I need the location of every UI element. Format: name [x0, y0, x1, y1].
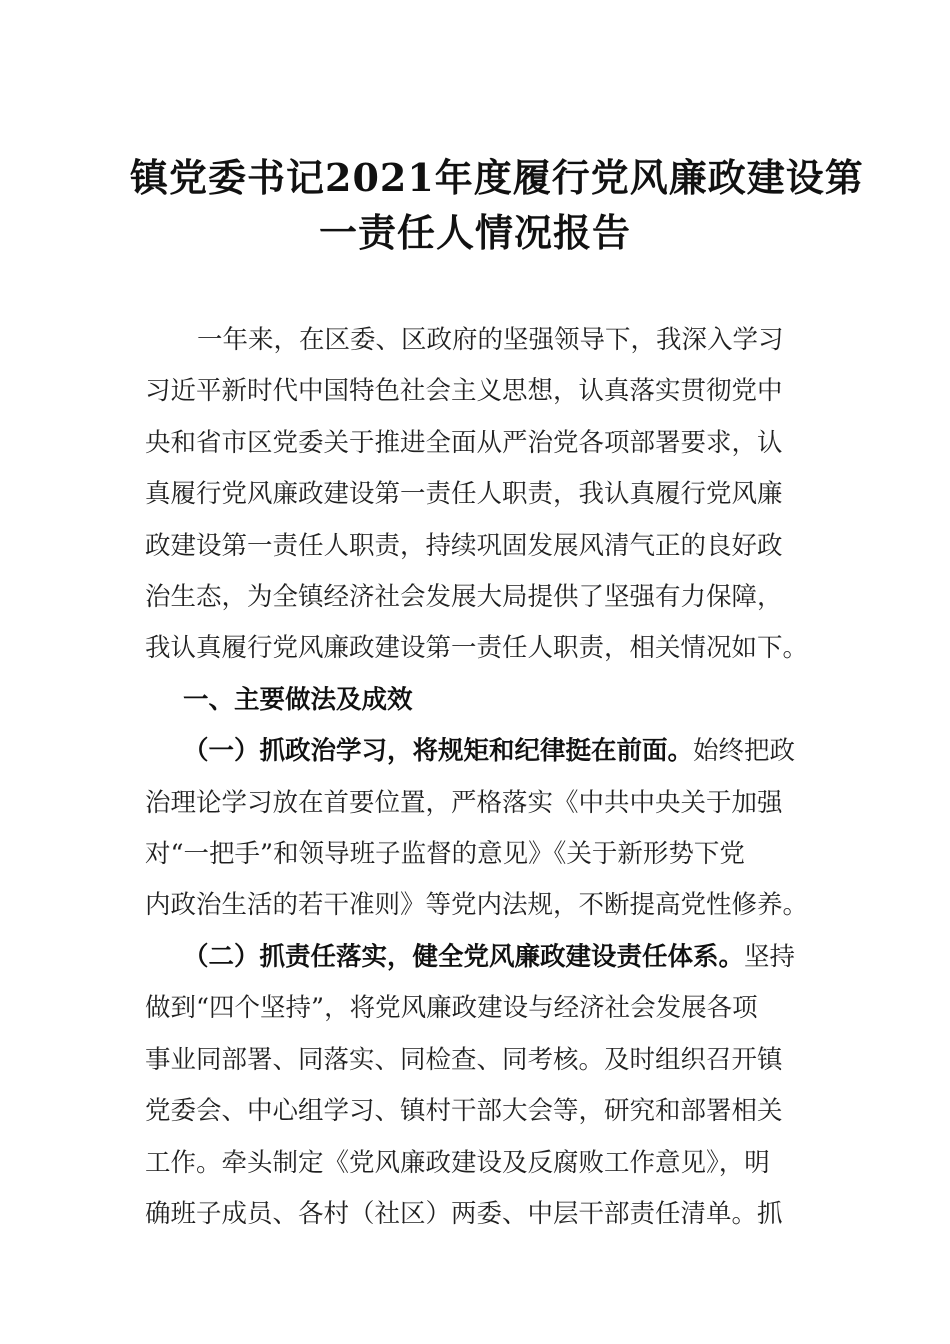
intro-line: 治生态，为全镇经济社会发展大局提供了坚强有力保障， — [145, 582, 783, 613]
item-2-line: 事业同部署、同落实、同检查、同考核。及时组织召开镇 — [145, 1044, 783, 1075]
item-2-first-line — [145, 932, 800, 983]
item-1-line: 对“一把手”和领导班子监督的意见》《关于新形势下党 — [145, 839, 745, 870]
intro-line: 我认真履行党风廉政建设第一责任人职责，相关情况如下。 — [145, 633, 809, 664]
item-2-line: 工作。牵头制定《党风廉政建设及反腐败工作意见》，明 — [145, 1147, 770, 1178]
title-line-1: 镇党委书记2021年度履行党风廉政建设第 — [130, 155, 864, 200]
item-1-first-line — [145, 726, 800, 777]
item-1-line: 治理论学习放在首要位置，严格落实《中共中央关于加强 — [145, 787, 783, 818]
title-line-2: 一责任人情况报告 — [318, 210, 631, 255]
item-2-heading: （二）抓责任落实，健全党风廉政建设责任体系。 — [183, 941, 745, 972]
section-heading: 一、主要做法及成效 — [183, 684, 413, 715]
document-title — [130, 150, 864, 260]
intro-line: 央和省市区党委关于推进全面从严治党各项部署要求，认 — [145, 427, 783, 458]
item-2-first-line-rest: 坚持 — [744, 941, 796, 972]
item-1-heading: （一）抓政治学习，将规矩和纪律挺在前面。 — [183, 736, 694, 767]
intro-line: 习近平新时代中国特色社会主义思想，认真落实贯彻党中 — [145, 376, 783, 407]
item-1-line: 内政治生活的若干准则》等党内法规，不断提高党性修养。 — [145, 890, 809, 921]
item-2-line: 党委会、中心组学习、镇村干部大会等，研究和部署相关 — [145, 1096, 783, 1127]
intro-line: 政建设第一责任人职责，持续巩固发展风清气正的良好政 — [145, 530, 783, 561]
item-2-line: 确班子成员、各村（社区）两委、中层干部责任清单。抓 — [145, 1198, 783, 1229]
item-2-line: 做到“四个坚持”，将党风廉政建设与经济社会发展各项 — [145, 993, 758, 1024]
document-body — [145, 315, 809, 1240]
item-1-first-line-rest: 始终把政 — [693, 736, 796, 767]
intro-line: 真履行党风廉政建设第一责任人职责，我认真履行党风廉 — [145, 479, 783, 510]
intro-line: 一年来，在区委、区政府的坚强领导下，我深入学习 — [197, 325, 784, 355]
